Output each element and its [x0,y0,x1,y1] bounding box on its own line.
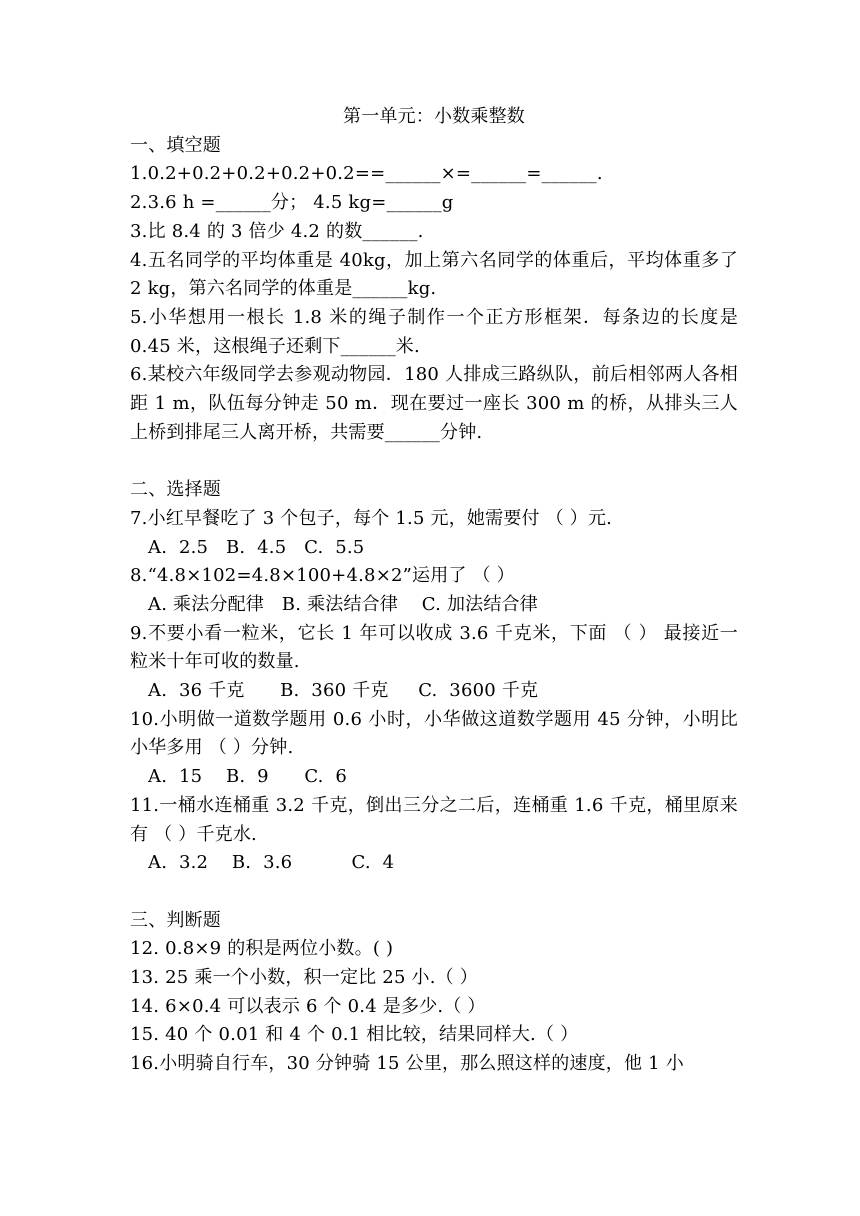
question-13: 13. 25 乘一个小数，积一定比 25 小.（ ） [130,967,478,989]
question-15: 15. 40 个 0.01 和 4 个 0.1 相比较，结果同样大.（ ） [130,1024,579,1046]
question-14: 14. 6×0.4 可以表示 6 个 0.4 是多少.（ ） [130,995,486,1017]
question-8: 8.“4.8×102=4.8×100+4.8×2”运用了 （ ） [130,565,515,587]
question-11-options: A. 3.2 B. 3.6 C. 4 [148,852,395,874]
question-16: 16.小明骑自行车，30 分钟骑 15 公里，那么照这样的速度，他 1 小 [130,1053,684,1075]
question-9-options: A. 36 千克 B. 360 千克 C. 3600 千克 [148,680,539,702]
question-11: 11.一桶水连桶重 3.2 千克，倒出三分之二后，连桶重 1.6 千克，桶里原来有 （ ）千克水. [130,794,738,845]
question-5: 5.小华想用一根长 1.8 米的绳子制作一个正方形框架．每条边的长度是 0.45 米，这根绳子还剩下______米. [130,306,738,357]
worksheet-page [130,103,738,1079]
question-2: 2.3.6 h =______分； 4.5 kg=______g [130,192,454,214]
question-6: 6.某校六年级同学去参观动物园．180 人排成三路纵队，前后相邻两人各相距 1 m，队伍每分钟走 50 m．现在要过一座长 300 m 的桥，从排头三人上桥到排尾三人离开桥，共需要______分钟. [130,364,738,443]
question-10-options: A. 15 B. 9 C. 6 [148,766,348,788]
question-1: 1.0.2+0.2+0.2+0.2+0.2==______×=______=______. [130,163,603,185]
section-heading-judge: 三、判断题 [130,909,221,931]
question-12: 12. 0.8×9 的积是两位小数。( ) [130,938,394,960]
section-heading-choice: 二、选择题 [130,479,221,501]
question-7-options: A. 2.5 B. 4.5 C. 5.5 [148,536,365,558]
question-8-options: A. 乘法分配律 B. 乘法结合律 C. 加法结合律 [148,593,538,615]
question-4: 4.五名同学的平均体重是 40kg，加上第六名同学的体重后，平均体重多了 2 kg，第六名同学的体重是______kg. [130,249,738,300]
question-7: 7.小红早餐吃了 3 个包子，每个 1.5 元，她需要付 （ ）元. [130,507,613,529]
question-10: 10.小明做一道数学题用 0.6 小时，小华做这道数学题用 45 分钟，小明比小华多用 （ ）分钟. [130,708,738,759]
section-spacer [130,447,738,476]
question-3: 3.比 8.4 的 3 倍少 4.2 的数______. [130,220,424,242]
section-spacer [130,878,738,907]
page-title: 第一单元：小数乘整数 [343,106,525,127]
question-9: 9.不要小看一粒米，它长 1 年可以收成 3.6 千克米，下面 （ ） 最接近一粒米十年可收的数量. [130,622,738,673]
section-heading-fill: 一、填空题 [130,134,221,156]
